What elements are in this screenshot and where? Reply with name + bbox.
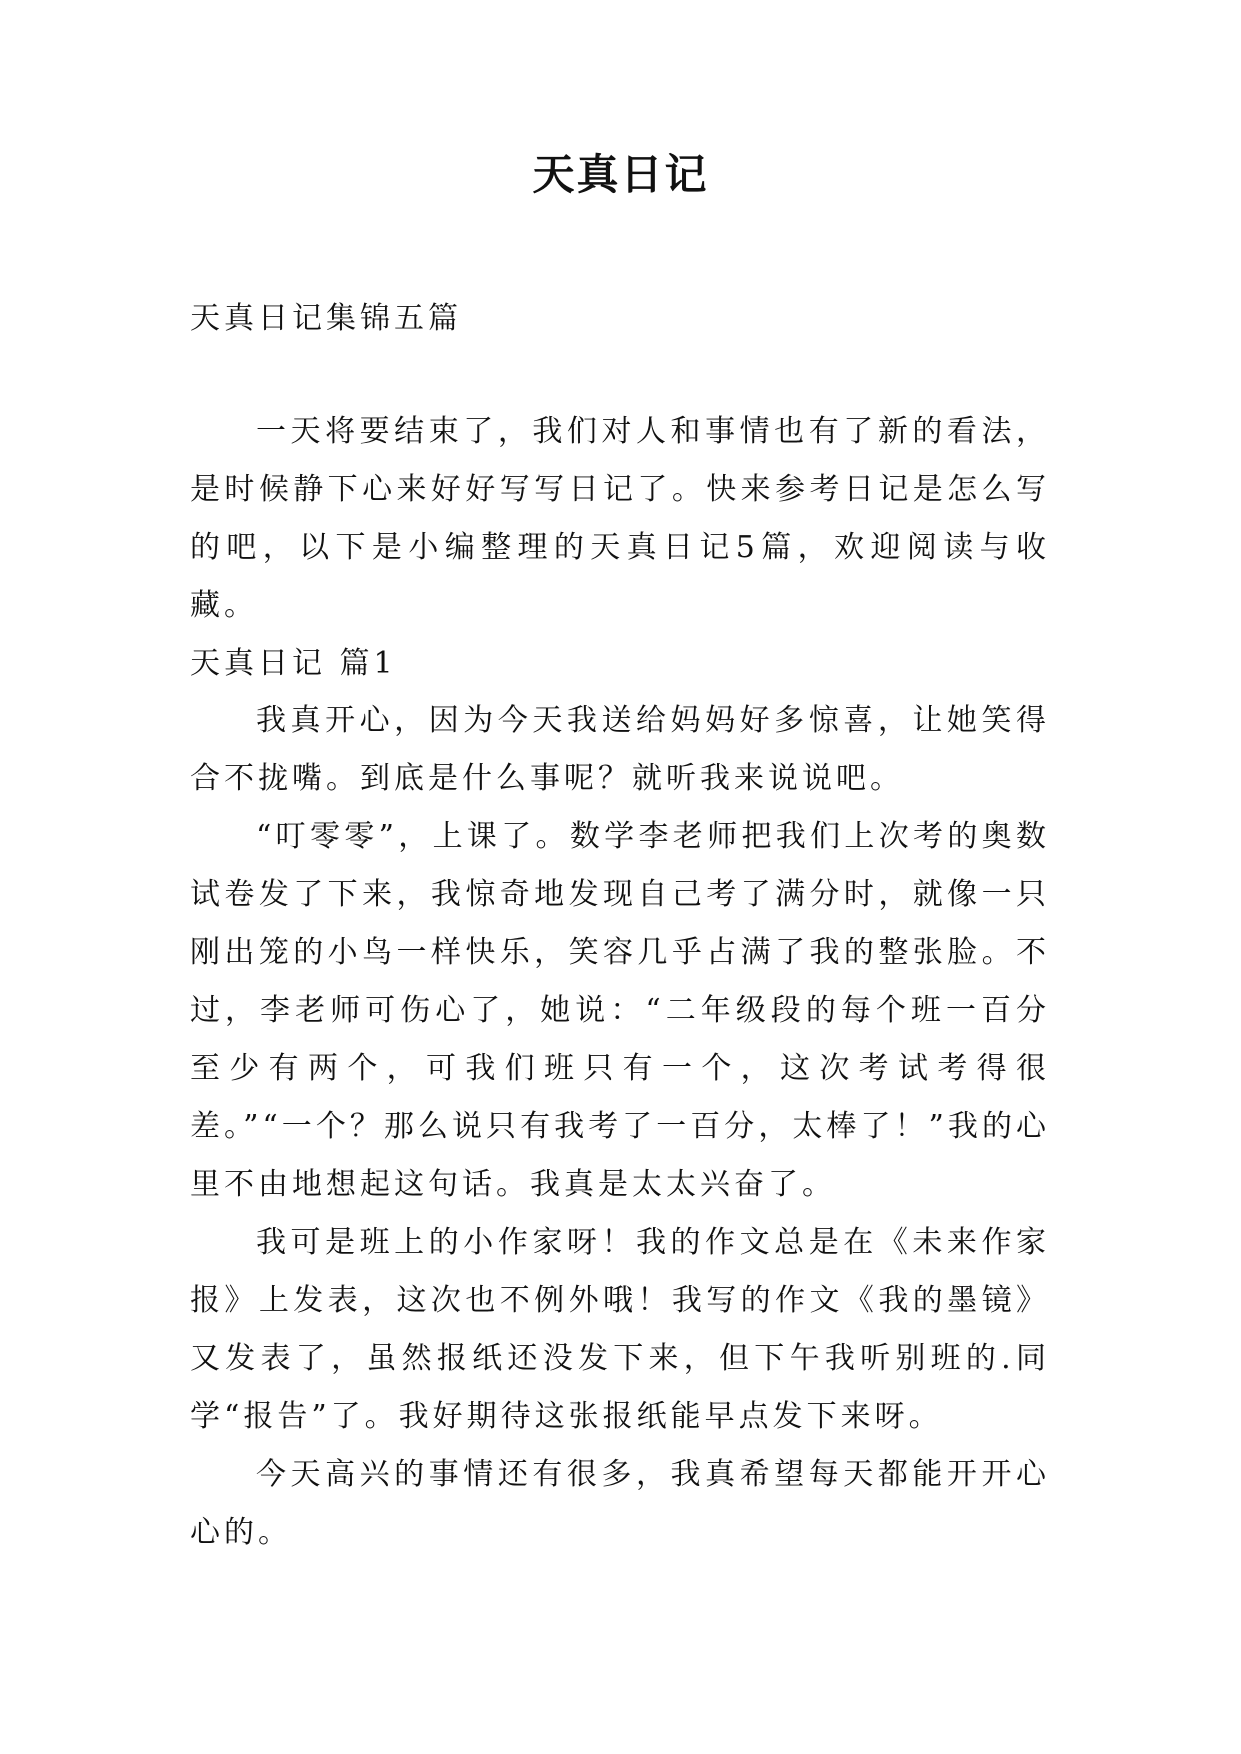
document-subtitle: 天真日记集锦五篇 [190, 301, 462, 336]
article-paragraph-2: “叮零零”，上课了。数学李老师把我们上次考的奥数试卷发了下来，我惊奇地发现自己考了满分时，就像一只刚出笼的小鸟一样快乐，笑容几乎占满了我的整张脸。不过，李老师可伤心了，她说：“二年级段的每个班一百分至少有两个，可我们班只有一个，这次考试考得很差。”“一个？那么说只有我考了一百分，太棒了！”我的心里不由地想起这句话。我真是太太兴奋了。 [190, 819, 1050, 1202]
article-paragraph-3: 我可是班上的小作家呀！我的作文总是在《未来作家报》上发表，这次也不例外哦！我写的作文《我的墨镜》又发表了，虽然报纸还没发下来，但下午我听别班的.同学“报告”了。我好期待这张报纸能早点发下来呀。 [190, 1225, 1050, 1434]
article-body [190, 692, 1050, 1562]
intro-block [190, 403, 1050, 635]
article-paragraph-1: 我真开心，因为今天我送给妈妈好多惊喜，让她笑得合不拢嘴。到底是什么事呢？就听我来说说吧。 [190, 703, 1050, 796]
article-paragraph-4: 今天高兴的事情还有很多，我真希望每天都能开开心心的。 [190, 1457, 1050, 1550]
intro-paragraph: 一天将要结束了，我们对人和事情也有了新的看法，是时候静下心来好好写写日记了。快来参考日记是怎么写的吧，以下是小编整理的天真日记5篇，欢迎阅读与收藏。 [190, 414, 1050, 623]
document-title: 天真日记 [532, 150, 709, 199]
section-heading: 天真日记 篇1 [190, 646, 397, 681]
